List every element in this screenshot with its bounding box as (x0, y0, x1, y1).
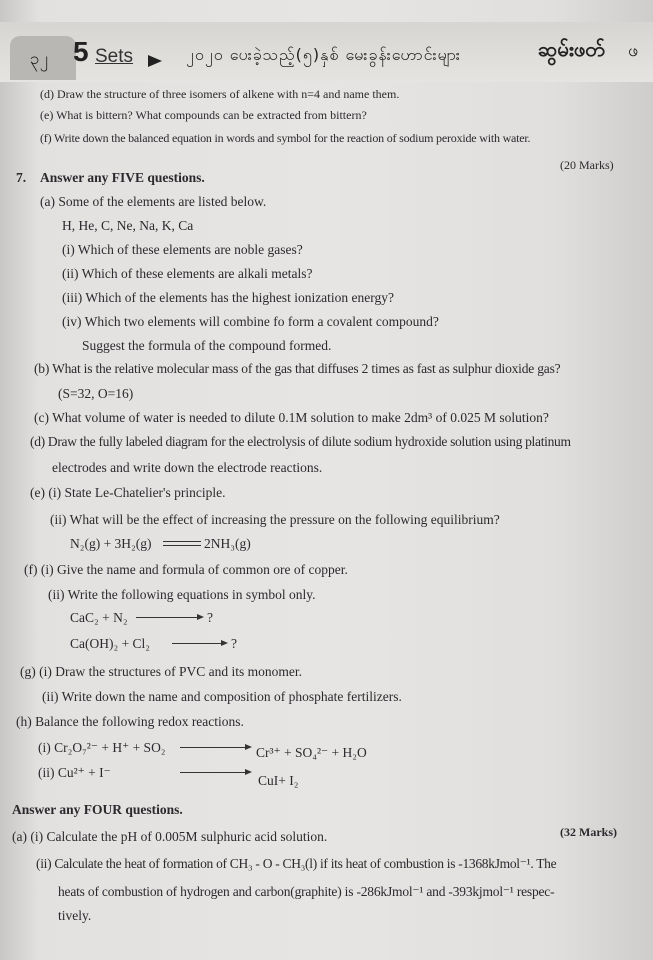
q7-h-ii-left: (ii) Cu²⁺ + I⁻ (38, 765, 111, 780)
reaction-arrow-3 (180, 747, 250, 748)
q7-a-i: (i) Which of these elements are noble gases? (62, 242, 303, 257)
q8-a-ii-2: heats of combustion of hydrogen and carbon(graphite) is -286kJmol⁻¹ and -393kjmol⁻¹ respec- (58, 884, 555, 899)
q7-eq-right: 2NH₃(g) (204, 536, 251, 551)
part-number: ၃၂ (30, 49, 48, 69)
q7-eq-left: N₂(g) + 3H₂(g) (70, 536, 152, 551)
reaction-arrow-2 (172, 643, 226, 644)
q7-c: (c) What volume of water is needed to dilute 0.1M solution to make 2dm³ of 0.025 M solution? (34, 410, 549, 425)
q7-a-elements: H, He, C, Ne, Na, K, Ca (62, 218, 194, 233)
q8-a-ii-3: tively. (58, 908, 92, 923)
q7-a-intro: (a) Some of the elements are listed below. (40, 194, 267, 209)
q7-heading: Answer any FIVE questions. (40, 170, 205, 185)
q7-f-ii: (ii) Write the following equations in symbol only. (48, 587, 316, 602)
q7-marks: (20 Marks) (560, 158, 614, 172)
q7-h-i-right: Cr³⁺ + SO₄²⁻ + H₂O (256, 745, 367, 760)
q7-f-i: (f) (i) Give the name and formula of common ore of copper. (24, 562, 348, 577)
q7-e-i: (e) (i) State Le-Chatelier's principle. (30, 485, 226, 500)
reaction-arrow-4 (180, 772, 250, 773)
q8-marks: (32 Marks) (560, 825, 617, 839)
q7-b-data: (S=32, O=16) (58, 386, 134, 401)
q7-g-i: (g) (i) Draw the structures of PVC and its monomer. (20, 664, 302, 679)
brand-logo: ဆွမ်းဖတ် (538, 37, 605, 61)
sets-label: Sets (95, 46, 134, 67)
q7-d-2: electrodes and write down the electrode reactions. (52, 460, 323, 475)
q7-a-ii: (ii) Which of these elements are alkali metals? (62, 266, 313, 281)
big-number: 5 (73, 36, 89, 67)
reaction-arrow-1 (136, 617, 202, 618)
q7-a-iv-2: Suggest the formula of the compound formed. (82, 338, 332, 353)
equilibrium-arrow (163, 540, 201, 548)
prev-q-e: (e) What is bittern? What compounds can be extracted from bittern? (40, 108, 367, 122)
q7-b: (b) What is the relative molecular mass of the gas that diffuses 2 times as fast as sulphur dioxide gas? (34, 361, 561, 376)
q7-d: (d) Draw the fully labeled diagram for the electrolysis of dilute sodium hydroxide solution using platinum (30, 434, 571, 449)
q7-f-eq1: CaC₂ + N₂ (70, 610, 128, 625)
prev-q-d: (d) Draw the structure of three isomers of alkene with n=4 and name them. (40, 87, 400, 101)
triangle-icon (148, 55, 162, 67)
q7-g-ii: (ii) Write down the name and composition of phosphate fertilizers. (42, 689, 402, 704)
q8-heading: Answer any FOUR questions. (12, 802, 183, 817)
q7-f-eq1-q: ? (207, 610, 213, 625)
q8-a-i: (a) (i) Calculate the pH of 0.005M sulphuric acid solution. (12, 829, 328, 844)
q7-e-ii: (ii) What will be the effect of increasing the pressure on the following equilibrium? (50, 512, 500, 527)
q7-h-i-left: (i) Cr₂O₇²⁻ + H⁺ + SO₂ (38, 740, 166, 755)
q7-number: 7. (16, 170, 27, 185)
q7-h: (h) Balance the following redox reactions. (16, 714, 244, 729)
q8-a-ii: (ii) Calculate the heat of formation of CH₃ - O - CH₃(l) if its heat of combustion is -1368kJmol⁻¹. The (36, 856, 557, 871)
header-title: ၂၀၂၀ ပေးခဲ့သည့်(၅)နှစ် မေးခွန်းဟောင်းများ (186, 45, 461, 64)
q7-a-iii: (iii) Which of the elements has the highest ionization energy? (62, 290, 395, 305)
q7-h-ii-right: CuI+ I₂ (258, 773, 299, 788)
q7-f-eq2: Ca(OH)₂ + Cl₂ (70, 636, 151, 651)
q7-a-iv: (iv) Which two elements will combine fo form a covalent compound? (62, 314, 439, 329)
q7-f-eq2-q: ? (231, 636, 237, 651)
prev-q-f: (f) Write down the balanced equation in words and symbol for the reaction of sodium peroxide with water. (40, 131, 531, 145)
corner-char: ဖ (628, 40, 639, 61)
